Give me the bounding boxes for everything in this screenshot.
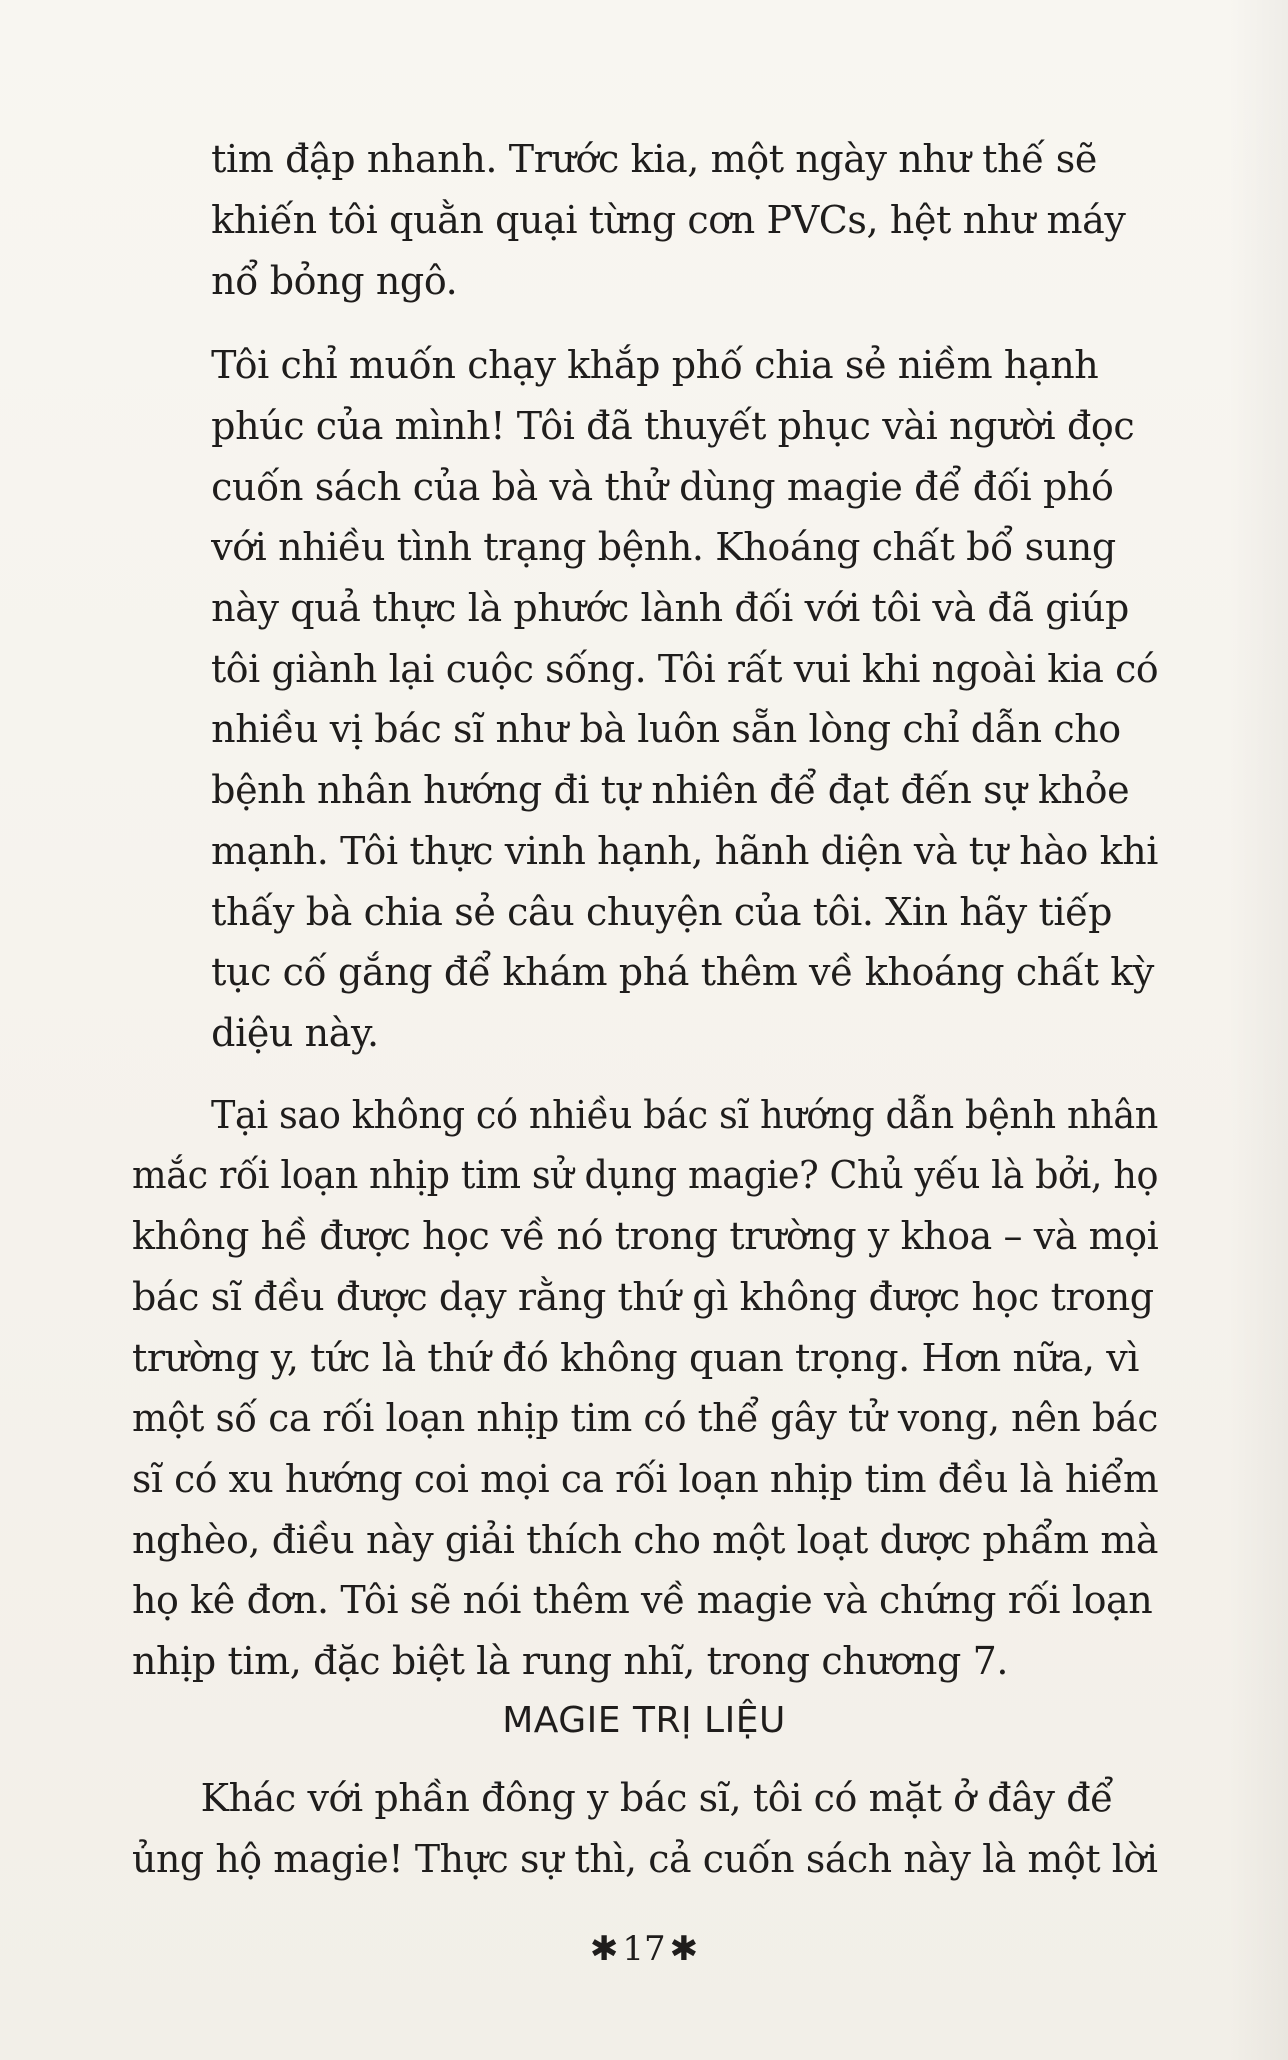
- paragraph-3-line-5: trường y, tức là thứ đó không quan trọng. Hơn nữa, vì: [131, 1335, 1140, 1380]
- paragraph-2-line-9: mạnh. Tôi thực vinh hạnh, hãnh diện và tự hào khi: [211, 828, 1159, 873]
- paragraph-3-line-1: Tại sao không có nhiều bác sĩ hướng dẫn bệnh nhân: [211, 1092, 1159, 1137]
- paragraph-3-line-10: nhịp tim, đặc biệt là rung nhĩ, trong chương 7.: [131, 1639, 1009, 1684]
- paragraph-2-line-4: với nhiều tình trạng bệnh. Khoáng chất bổ sung: [211, 525, 1116, 570]
- paragraph-2-line-2: phúc của mình! Tôi đã thuyết phục vài người đọc: [211, 403, 1135, 448]
- paragraph-2-line-12: diệu này.: [211, 1010, 379, 1055]
- paragraph-3-line-7: sĩ có xu hướng coi mọi ca rối loạn nhịp tim đều là hiểm: [131, 1457, 1159, 1501]
- paragraph-1-line-2: khiến tôi quằn quại từng cơn PVCs, hệt như máy: [211, 198, 1126, 243]
- page-number-value: 17: [622, 1929, 666, 1970]
- paragraph-2-line-10: thấy bà chia sẻ câu chuyện của tôi. Xin hãy tiếp: [211, 889, 1113, 934]
- paragraph-1-line-1: tim đập nhanh. Trước kia, một ngày như thế sẽ: [211, 137, 1097, 182]
- paragraph-3-line-9: họ kê đơn. Tôi sẽ nói thêm về magie và chứng rối loạn: [131, 1578, 1153, 1623]
- section-heading: MAGIE TRỊ LIỆU: [502, 1699, 786, 1741]
- page-number: [0, 1929, 1288, 1969]
- paragraph-2-line-1: Tôi chỉ muốn chạy khắp phố chia sẻ niềm hạnh: [211, 343, 1099, 388]
- final-paragraph-line-1: Khác với phần đông y bác sĩ, tôi có mặt ở đây để: [200, 1776, 1114, 1821]
- ornament-star-left: ✱: [589, 1929, 619, 1970]
- paragraph-2-line-11: tục cố gắng để khám phá thêm về khoáng chất kỳ: [211, 950, 1154, 995]
- paragraph-3-line-4: bác sĩ đều được dạy rằng thứ gì không được học trong: [131, 1274, 1154, 1319]
- paragraph-2-line-8: bệnh nhân hướng đi tự nhiên để đạt đến sự khỏe: [211, 768, 1130, 813]
- page-edge-shadow: [1228, 0, 1288, 2060]
- ornament-star-right: ✱: [669, 1929, 699, 1970]
- paragraph-3-line-6: một số ca rối loạn nhịp tim có thể gây tử vong, nên bác: [131, 1396, 1158, 1441]
- paragraph-3-line-3: không hề được học về nó trong trường y khoa – và mọi: [131, 1214, 1159, 1259]
- final-paragraph-line-2: ủng hộ magie! Thực sự thì, cả cuốn sách này là một lời: [131, 1837, 1158, 1882]
- paragraph-3-line-8: nghèo, điều này giải thích cho một loạt dược phẩm mà: [131, 1517, 1159, 1562]
- paragraph-2-line-7: nhiều vị bác sĩ như bà luôn sẵn lòng chỉ dẫn cho: [211, 707, 1121, 752]
- paragraph-3-line-2: mắc rối loạn nhịp tim sử dụng magie? Chủ yếu là bởi, họ: [131, 1153, 1159, 1198]
- paragraph-2-line-5: này quả thực là phước lành đối với tôi và đã giúp: [211, 586, 1129, 631]
- paragraph-2-line-6: tôi giành lại cuộc sống. Tôi rất vui khi ngoài kia có: [211, 646, 1159, 691]
- paragraph-2-line-3: cuốn sách của bà và thử dùng magie để đối phó: [211, 464, 1114, 509]
- paragraph-1-line-3: nổ bỏng ngô.: [211, 258, 458, 303]
